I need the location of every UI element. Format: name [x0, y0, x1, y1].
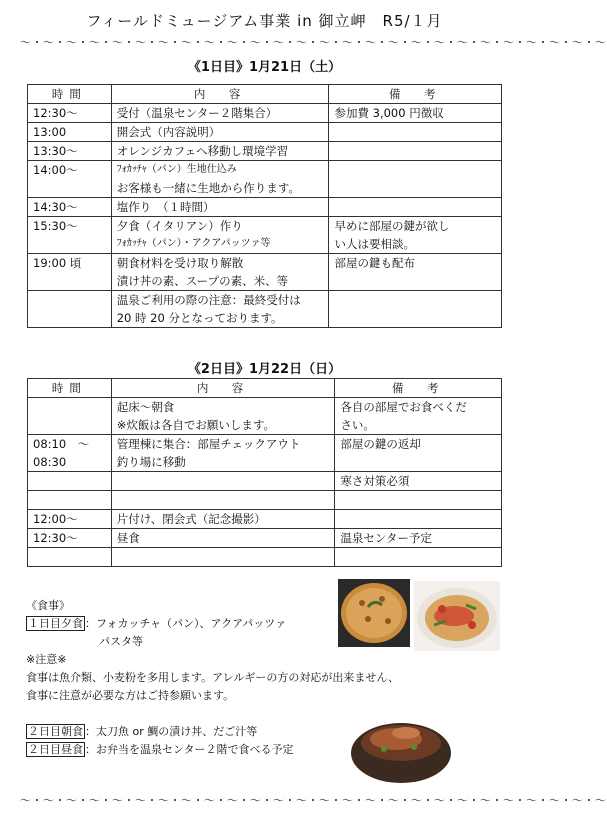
cell-note — [335, 510, 502, 529]
content-text: 受付（温泉センター２階集合） — [116, 106, 278, 120]
cell-note — [329, 291, 502, 328]
time-text: 13:00 — [33, 125, 67, 139]
table-row — [28, 435, 502, 472]
content-text: 温泉ご利用の際の注意：最終受付は — [116, 293, 301, 307]
content-text: 釣り場に移動 — [116, 455, 186, 469]
table-row — [28, 123, 502, 142]
time-text: 12:00〜 — [33, 512, 78, 526]
cell-time — [28, 548, 112, 567]
cell-time — [28, 217, 112, 254]
breakfast-label: ２日目朝食 — [28, 725, 83, 738]
day2-schedule-table — [27, 378, 502, 567]
day1-heading: 《1日目》1月21日（土） — [187, 60, 342, 75]
cell-content — [111, 104, 329, 123]
table-row — [28, 254, 502, 291]
lunch-text: ：お弁当を温泉センター２階で食べる予定 — [85, 743, 294, 756]
breakfast-text: ：太刀魚 or 鯛の漬け丼、だご汁等 — [85, 725, 258, 738]
note-text: 部屋の鍵の返却 — [340, 437, 421, 451]
acqua-pazza-photo — [414, 581, 500, 651]
table-row — [28, 161, 502, 198]
time-text: 15:30〜 — [33, 219, 78, 233]
cell-content — [111, 548, 335, 567]
cell-time — [28, 529, 112, 548]
dinner-label: １日目夕食 — [28, 617, 83, 630]
cell-content — [111, 510, 335, 529]
cell-time — [28, 398, 112, 435]
cell-note — [335, 398, 502, 435]
note-text: 部屋の鍵も配布 — [334, 256, 415, 270]
cell-content — [111, 198, 329, 217]
time-text: 19:00 頃 — [33, 256, 82, 270]
note-text: さい。 — [340, 418, 375, 432]
zuke-don-photo — [344, 703, 458, 788]
col-header-content: 内 容 — [111, 379, 335, 398]
content-text: ﾌｫｶｯﾁｬ（パン）生地仕込み — [116, 164, 237, 175]
time-text: 12:30〜 — [33, 106, 78, 120]
cell-content — [111, 398, 335, 435]
cell-note — [329, 198, 502, 217]
time-text: 08:10 〜 — [33, 437, 90, 451]
dinner-text-continued: パスタ等 — [99, 635, 143, 648]
table-row — [28, 510, 502, 529]
table-row — [28, 104, 502, 123]
table-row — [28, 398, 502, 435]
cell-content — [111, 491, 335, 510]
lunch-label: ２日目昼食 — [28, 743, 83, 756]
content-text: 片付け、閉会式（記念撮影） — [116, 512, 266, 526]
col-header-notes: 備 考 — [329, 85, 502, 104]
dinner-text: ：フォカッチャ（パン）、アクアパッツァ — [85, 617, 287, 630]
col-header-content: 内 容 — [111, 85, 329, 104]
content-text: 塩作り （１時間） — [116, 200, 215, 214]
content-text: 管理棟に集合：部屋チェックアウト — [116, 437, 301, 451]
table-row — [28, 291, 502, 328]
cell-note — [335, 548, 502, 567]
cell-note — [329, 254, 502, 291]
day2-heading: 《2日目》1月22日（日） — [187, 362, 342, 377]
content-text: 20 時 20 分となっております。 — [116, 311, 283, 325]
cell-content — [111, 161, 329, 198]
note-text: 早めに部屋の鍵が欲し — [334, 219, 450, 233]
cell-time — [28, 123, 112, 142]
table-row — [28, 198, 502, 217]
wave-divider-bottom: 〜・〜・〜・〜・〜・〜・〜・〜・〜・〜・〜・〜・〜・〜・〜・〜・〜・〜・〜・〜・〜・〜・〜・〜・〜・〜 — [20, 794, 607, 807]
caution-heading: ※注意※ — [26, 653, 67, 666]
content-text: ﾌｫｶｯﾁｬ（パン）・アクアパッツァ等 — [116, 238, 271, 249]
caution-line-2: 食事に注意が必要な方はご持参願います。 — [26, 689, 235, 702]
time-text: 08:30 — [33, 455, 67, 469]
cell-time — [28, 510, 112, 529]
content-text: 朝食材料を受け取り解散 — [116, 256, 244, 270]
cell-content — [111, 217, 329, 254]
content-text: 夕食（イタリアン）作り — [116, 219, 243, 233]
meals-heading: 《食事》 — [26, 599, 70, 612]
content-text: お客様も一緒に生地から作ります。 — [116, 181, 300, 195]
time-text: 13:30〜 — [33, 144, 78, 158]
note-text: 参加費 3,000 円徴収 — [334, 106, 444, 120]
cell-content — [111, 142, 329, 161]
col-header-notes: 備 考 — [335, 379, 502, 398]
cell-note — [329, 123, 502, 142]
cell-content — [111, 254, 329, 291]
content-text: オレンジカフェへ移動し環境学習 — [116, 144, 289, 158]
content-text: ※炊飯は各自でお願いします。 — [116, 418, 275, 432]
cell-time — [28, 472, 112, 491]
time-text: 12:30〜 — [33, 531, 78, 545]
cell-note — [329, 217, 502, 254]
time-text: 14:30〜 — [33, 200, 78, 214]
page-title: フィールドミュージアム事業 in 御立岬 R5/１月 — [86, 12, 443, 30]
cell-note — [329, 104, 502, 123]
cell-content — [111, 472, 335, 491]
cell-note — [335, 491, 502, 510]
cell-time — [28, 291, 112, 328]
cell-note — [329, 161, 502, 198]
cell-content — [111, 529, 335, 548]
cell-note — [329, 142, 502, 161]
table-row — [28, 529, 502, 548]
table-row — [28, 472, 502, 491]
content-text: 昼食 — [116, 531, 140, 545]
col-header-time: 時間 — [28, 379, 112, 398]
cell-note — [335, 472, 502, 491]
cell-time — [28, 142, 112, 161]
focaccia-photo — [338, 579, 410, 647]
table-row — [28, 491, 502, 510]
content-text: 漬け丼の素、スープの素、米、等 — [116, 274, 289, 288]
day1-schedule-table — [27, 84, 502, 328]
col-header-time: 時間 — [28, 85, 112, 104]
content-text: 起床〜朝食 — [116, 400, 175, 414]
cell-note — [335, 435, 502, 472]
time-text: 14:00〜 — [33, 163, 78, 177]
cell-time — [28, 198, 112, 217]
cell-time — [28, 161, 112, 198]
content-text: 開会式（内容説明） — [116, 125, 221, 139]
cell-time — [28, 491, 112, 510]
cell-content — [111, 123, 329, 142]
table-row — [28, 217, 502, 254]
note-text: 各自の部屋でお食べくだ — [340, 400, 467, 414]
caution-line-1: 食事は魚介類、小麦粉を多用します。アレルギーの方の対応が出来ません、 — [26, 671, 400, 684]
cell-note — [335, 529, 502, 548]
note-text: い人は要相談。 — [334, 237, 415, 251]
note-text: 温泉センター予定 — [340, 531, 432, 545]
table-row — [28, 142, 502, 161]
cell-time — [28, 104, 112, 123]
wave-divider-top: 〜・〜・〜・〜・〜・〜・〜・〜・〜・〜・〜・〜・〜・〜・〜・〜・〜・〜・〜・〜・〜・〜・〜・〜・〜・〜 — [20, 36, 607, 49]
cell-content — [111, 435, 335, 472]
cell-content — [111, 291, 329, 328]
cell-time — [28, 254, 112, 291]
cell-time — [28, 435, 112, 472]
note-text: 寒さ対策必須 — [340, 474, 410, 488]
table-row — [28, 548, 502, 567]
